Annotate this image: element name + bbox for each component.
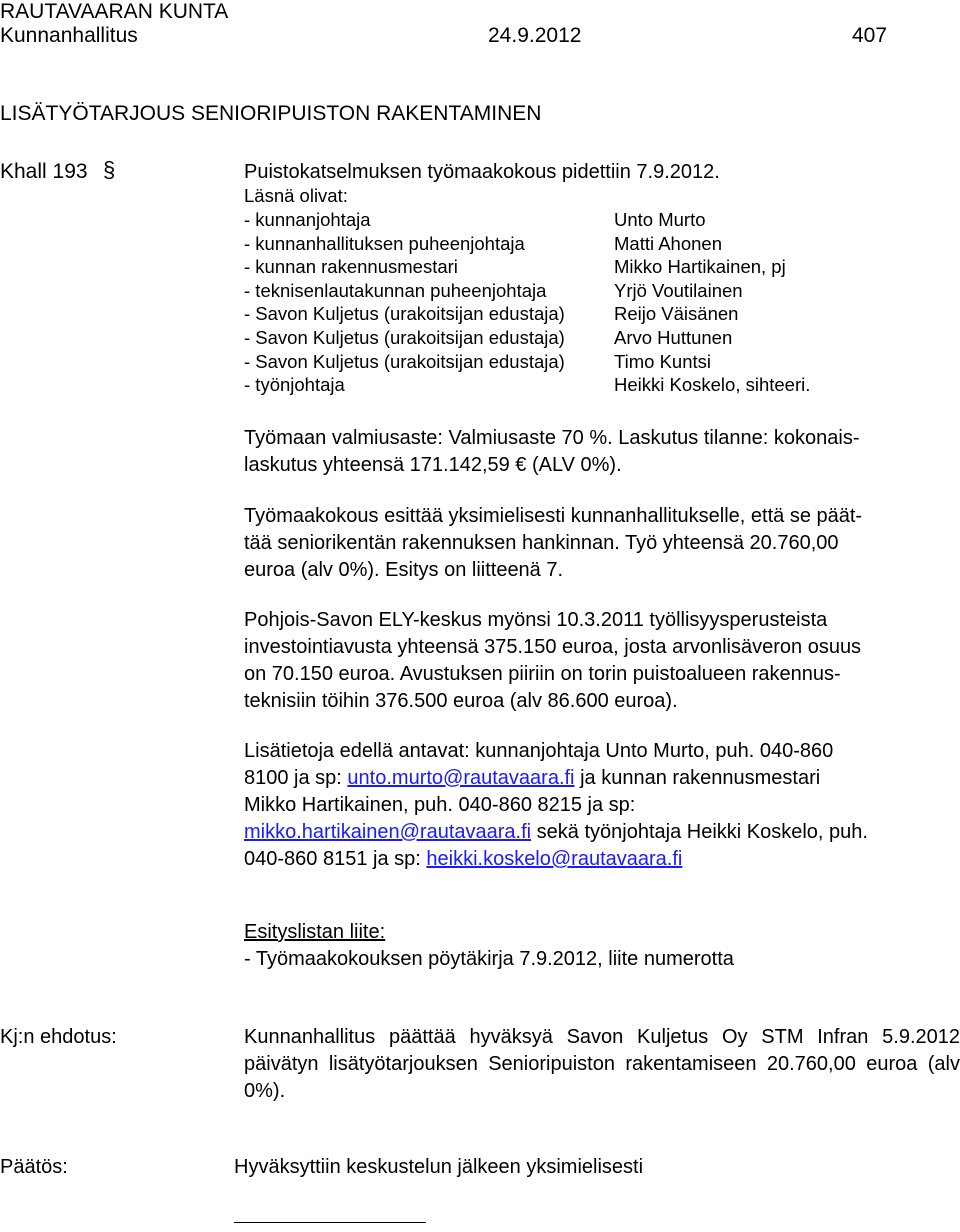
paragraph-line: teknisiin töihin 376.500 euroa (alv 86.600 euroa). [244, 690, 678, 712]
paragraph-line: on 70.150 euroa. Avustuksen piiriin on torin puistoalueen rakennus- [244, 663, 841, 685]
section-reference: Khall 193 [0, 160, 88, 183]
proposal-label: Kj:n ehdotus: [0, 1026, 117, 1048]
attendee-role: - kunnan rakennusmestari [244, 256, 458, 278]
paragraph-line: laskutus yhteensä 171.142,59 € (ALV 0%). [244, 454, 622, 476]
contact-text: ja kunnan rakennusmestari [574, 767, 821, 789]
paragraph-line [244, 765, 960, 792]
paragraph-line: tää seniorikentän rakennuksen hankinnan. Työ yhteensä 20.760,00 [244, 532, 839, 554]
attendee-row [244, 373, 960, 397]
contact-text: sekä työnjohtaja Heikki Koskelo, puh. [531, 821, 868, 843]
attendee-role: - kunnanjohtaja [244, 209, 371, 230]
attendee-name: Reijo Väisänen [614, 303, 739, 325]
contact-paragraph [244, 738, 960, 873]
attendee-row [244, 232, 960, 256]
email-link-unto-murto[interactable]: unto.murto@rautavaara.fi [347, 767, 575, 789]
paragraph-line: euroa (alv 0%). Esitys on liitteenä 7. [244, 559, 564, 581]
attendee-row [244, 302, 960, 326]
organization-name: RAUTAVAARAN KUNTA [0, 0, 229, 23]
meeting-line: Puistokatselmuksen työmaakokous pidettiin 7.9.2012. [244, 161, 720, 183]
contact-text: 8100 ja sp: [244, 767, 348, 789]
decision-label: Päätös: [0, 1156, 68, 1178]
attendee-role: - kunnanhallituksen puheenjohtaja [244, 232, 525, 254]
proposal-text: Kunnanhallitus päättää hyväksyä Savon Kuljetus Oy STM Infran 5.9.2012 päivätyn lisätyötarjouksen Senioripuiston rakentamiseen 20.760,00 euroa (alv 0%). [244, 1026, 960, 1102]
email-link-mikko-hartikainen[interactable]: mikko.hartikainen@rautavaara.fi [244, 821, 532, 843]
attendee-row [244, 255, 960, 279]
attachment-heading: Esityslistan liite: [244, 921, 386, 943]
meeting-body: Kunnanhallitus [0, 24, 138, 47]
paragraph-line: Lisätietoja edellä antavat: kunnanjohtaja Unto Murto, puh. 040-860 [244, 740, 834, 762]
attendee-row [244, 326, 960, 350]
attendee-name: Mikko Hartikainen, pj [614, 256, 786, 278]
section-sign-icon: § [103, 157, 116, 182]
paragraph-line [244, 846, 960, 873]
attendee-role: - työnjohtaja [244, 374, 345, 396]
attendee-row [244, 208, 960, 232]
proposal-paragraph [244, 503, 960, 584]
paragraph-line: Työmaakokous esittää yksimielisesti kunnanhallitukselle, että se päät- [244, 505, 863, 527]
document-title: LISÄTYÖTARJOUS SENIORIPUISTON RAKENTAMINEN [0, 102, 542, 125]
page-number: 407 [852, 24, 888, 47]
attendee-row [244, 350, 960, 374]
paragraph-line: Työmaan valmiusaste: Valmiusaste 70 %. Laskutus tilanne: kokonais- [244, 427, 860, 449]
attendees-list [244, 208, 960, 397]
attendee-name: Timo Kuntsi [614, 350, 711, 372]
progress-paragraph [244, 425, 960, 479]
signature-line [234, 1222, 426, 1223]
attendee-role: - teknisenlautakunnan puheenjohtaja [244, 279, 547, 301]
paragraph-line: investointiavusta yhteensä 375.150 euroa, josta arvonlisäveron osuus [244, 636, 862, 658]
paragraph-line: Pohjois-Savon ELY-keskus myönsi 10.3.2011 työllisyysperusteista [244, 609, 828, 631]
paragraph-line: Mikko Hartikainen, puh. 040-860 8215 ja sp: [244, 794, 636, 816]
funding-paragraph [244, 607, 960, 715]
attendee-name: Arvo Huttunen [614, 326, 733, 348]
attendee-name: Yrjö Voutilainen [614, 279, 743, 301]
meeting-date: 24.9.2012 [488, 24, 582, 47]
attendee-role: - Savon Kuljetus (urakoitsijan edustaja) [244, 326, 565, 348]
attendee-name: Heikki Koskelo, sihteeri. [614, 374, 811, 396]
paragraph-line [244, 819, 960, 846]
attachment-item: - Työmaakokouksen pöytäkirja 7.9.2012, liite numerotta [244, 948, 734, 970]
document-header [0, 24, 900, 48]
attendee-name: Matti Ahonen [614, 232, 722, 254]
contact-text: 040-860 8151 ja sp: [244, 848, 427, 870]
attendee-role: - Savon Kuljetus (urakoitsijan edustaja) [244, 350, 565, 372]
attendee-role: - Savon Kuljetus (urakoitsijan edustaja) [244, 303, 565, 325]
email-link-heikki-koskelo[interactable]: heikki.koskelo@rautavaara.fi [426, 848, 683, 870]
attendee-name: Unto Murto [614, 209, 706, 230]
attendee-row [244, 279, 960, 303]
attendees-heading: Läsnä olivat: [244, 185, 348, 206]
decision-text: Hyväksyttiin keskustelun jälkeen yksimielisesti [234, 1156, 644, 1178]
